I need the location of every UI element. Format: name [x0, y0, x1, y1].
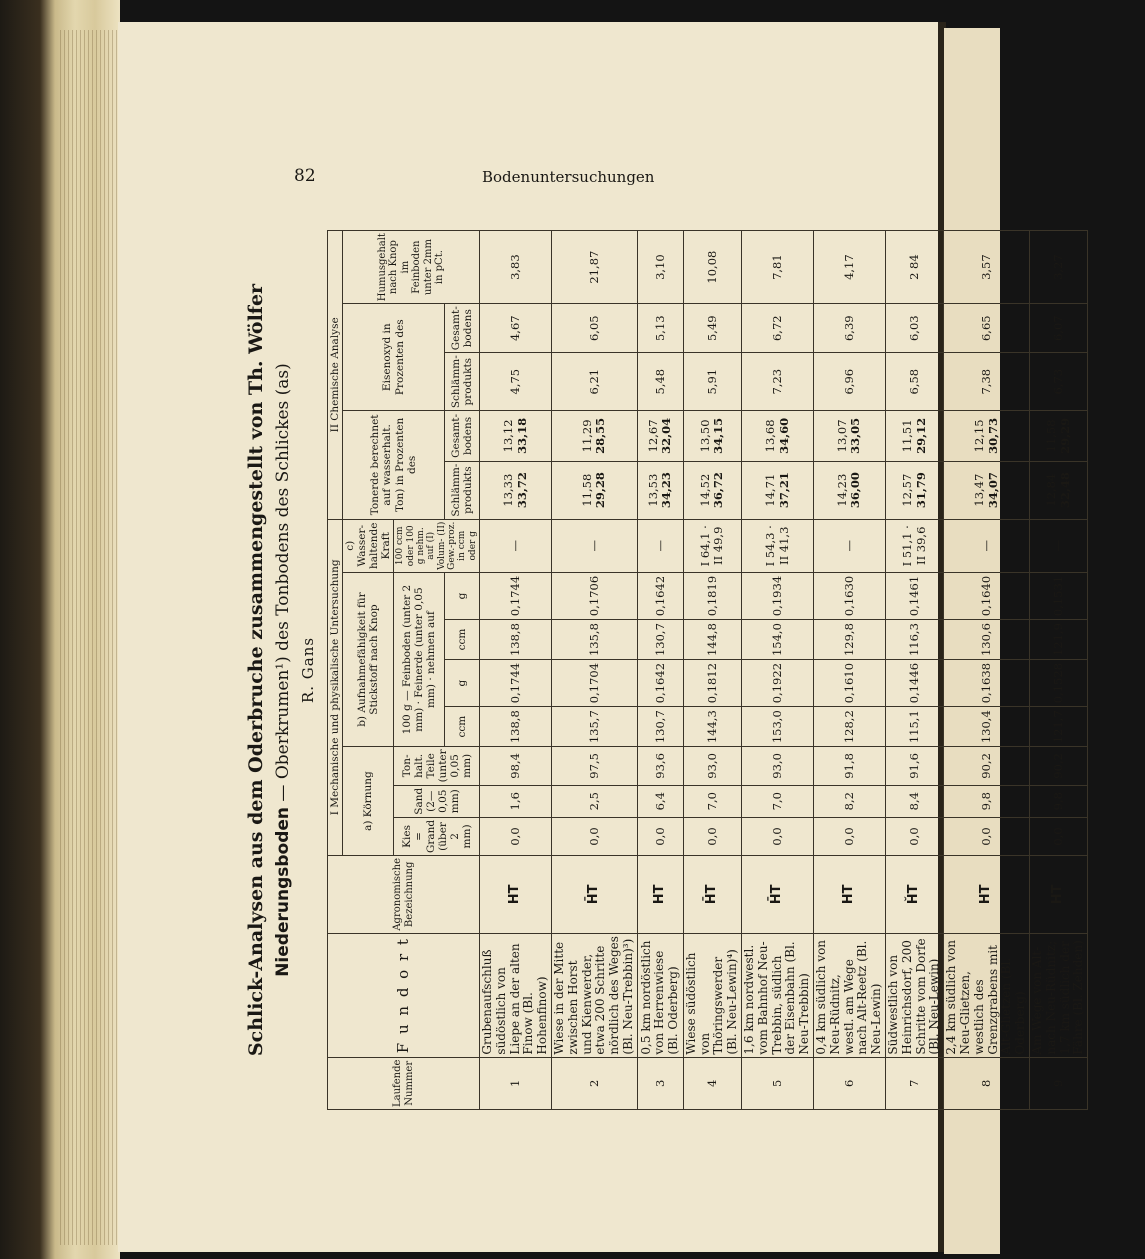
cell-fundort: Wiese südöstlich von Thöringswerder (Bl. Neu-Lewin)⁴): [683, 933, 741, 1057]
col-fundort: F u n d o r t: [328, 933, 480, 1057]
cell-tonerde-value: 13,68: [763, 419, 778, 453]
cell-eis-g: 6,72: [742, 304, 814, 353]
cell-humus: 3,83: [480, 231, 552, 304]
table-row: [552, 231, 638, 1110]
group-mech: I Mechanische und physikalische Untersuchung: [328, 519, 343, 855]
cell-tonerde-value: 12,67: [646, 419, 661, 453]
col-kies: Kies = Grand (über 2 mm): [394, 817, 480, 855]
cell-wasser: I 64,1 · II 49,9: [683, 519, 741, 572]
cell-fe-ccm: 138,8: [480, 620, 552, 660]
hdr-nehmen: nehmen auf: [425, 611, 438, 674]
cell-eis-g: 6,65: [944, 304, 1030, 353]
cell-sand: 7,0: [742, 785, 814, 817]
cell-eis-s: 7,23: [742, 353, 814, 411]
cell-kies: 0,0: [742, 817, 814, 855]
cell-wasser: —: [552, 519, 638, 572]
table-row: [480, 231, 552, 1110]
hdr-100g: 100 g — Feinboden (unter 2 mm) · Feinerde (unter 0,05 mm) · nehmen auf: [394, 572, 445, 746]
cell-tonerde: [683, 411, 741, 462]
table-row: [637, 231, 683, 1110]
cell-bez: HT: [1029, 856, 1087, 934]
cell-eis-s: 6,73: [1029, 353, 1087, 411]
cell-tonerde: [885, 411, 943, 462]
cell-sand: 9,8: [944, 785, 1030, 817]
col-ton-gesamt: Gesamt-bodens: [444, 411, 479, 462]
col-humus: Humusgehalt nach Knop im Feinboden unter 2mm in pCt.: [343, 231, 480, 304]
cell-tonerde: [944, 461, 1030, 519]
cell-tonerde-value: 11,29: [580, 419, 595, 453]
cell-ton-value: 37,21: [776, 472, 791, 509]
cell-fe-g: 0,1640: [944, 572, 1030, 619]
cell-eis-g: 5,49: [683, 304, 741, 353]
cell-wasser: —: [814, 519, 886, 572]
rotated-table-block: [245, 230, 1145, 1110]
cell-fe-g: 0,1934: [742, 572, 814, 619]
cell-tonerde-value: 13,33: [501, 473, 516, 507]
cell-tonerde-value: 14,52: [698, 473, 713, 507]
cell-tonerde: [552, 461, 638, 519]
cell-ton: 93,6: [637, 747, 683, 785]
col-tonerde: Tonerde berechnet auf wasserhalt. Ton) in Prozenten des: [343, 411, 445, 519]
cell-fb-g: 0,1812: [683, 660, 741, 707]
cell-tonerde-value: 12,84: [1044, 473, 1059, 507]
cell-fundort: Grubenaufschluß südöstlich von Liepe an der alten Finow (Bl. Hohenfinow): [480, 933, 552, 1057]
cell-humus: 3,27: [1029, 231, 1087, 304]
cell-ton: 91,6: [885, 747, 943, 785]
cell-humus: 3,57: [944, 231, 1030, 304]
cell-kies: 0,0: [814, 817, 886, 855]
book-page-edges: [0, 0, 120, 1259]
cell-fb-g: 0,1642: [637, 660, 683, 707]
cell-humus: 21,87: [552, 231, 638, 304]
cell-nr: 7: [885, 1057, 943, 1109]
col-eisen: Eisenoxyd in Prozenten des: [343, 304, 445, 411]
running-title: Bodenuntersuchungen: [482, 168, 655, 186]
cell-kies: 0,0: [1029, 817, 1087, 855]
cell-ton: 93,0: [683, 747, 741, 785]
cell-humus: 3,10: [637, 231, 683, 304]
hdr-feinerde: Feinerde (unter 0,05 mm): [413, 587, 438, 709]
cell-bez: ȞT: [885, 856, 943, 934]
col-wasser: c) Wasser-haltende Kraft: [343, 519, 394, 572]
col-eis-schlamm: Schlämm-produkts: [444, 353, 479, 411]
cell-tonerde-value: 13,12: [501, 419, 516, 453]
page-edge-lines: [60, 30, 118, 1245]
table-row: [1029, 231, 1087, 1110]
col-ton: Ton-halt. Teile (unter 0,05 mm): [394, 747, 480, 785]
cell-tonerde: [814, 411, 886, 462]
col-fb-g: g: [444, 660, 479, 707]
table-subtitle: [273, 230, 293, 1110]
cell-eis-s: 6,96: [814, 353, 886, 411]
cell-sand: 8,4: [885, 785, 943, 817]
cell-fb-ccm: 153,0: [742, 707, 814, 747]
page-number: 82: [294, 166, 316, 186]
cell-nr: 9: [1029, 1057, 1087, 1109]
cell-eis-s: 5,48: [637, 353, 683, 411]
cell-tonerde: [742, 461, 814, 519]
cell-wasser: —: [480, 519, 552, 572]
cell-ton-value: 33,18: [514, 417, 529, 454]
cell-fb-ccm: 138,8: [480, 707, 552, 747]
table-title: Schlick-Analysen aus dem Oderbruche zusammengestellt von Th. Wölfer: [245, 283, 267, 1057]
col-bezeichnung: Agronomische Bezeichnung: [328, 856, 480, 934]
cell-wasser: —: [944, 519, 1030, 572]
cell-tonerde-value: 11,58: [1044, 419, 1059, 453]
cell-eis-g: 5,13: [637, 304, 683, 353]
col-koernung: a) Körnung: [343, 747, 394, 856]
cell-fe-ccm: 116,3: [885, 620, 943, 660]
group-chem: II Chemische Analyse: [328, 231, 343, 520]
col-nr: Laufende Nummer: [328, 1057, 480, 1109]
cell-bez: H̄T: [742, 856, 814, 934]
cell-eis-s: 4,75: [480, 353, 552, 411]
col-eis-gesamt: Gesamt-bodens: [444, 304, 479, 353]
cell-fb-g: 0,1610: [814, 660, 886, 707]
cell-ton-value: 34,23: [659, 472, 674, 509]
cell-eis-g: 4,67: [480, 304, 552, 353]
hdr-100g-text: 100 g: [401, 704, 414, 735]
cell-fe-ccm: 144,8: [683, 620, 741, 660]
cell-tonerde: [1029, 411, 1087, 462]
cell-tonerde-value: 13,47: [972, 473, 987, 507]
cell-wasser: I 51,1 · II 39,6: [885, 519, 943, 572]
cell-nr: 4: [683, 1057, 741, 1109]
cell-ton: 90,2: [944, 747, 1030, 785]
cell-fb-g: 0,1744: [480, 660, 552, 707]
cell-tonerde: [885, 461, 943, 519]
cell-ton: 90,2: [1029, 747, 1087, 785]
col-fb-ccm: ccm: [444, 707, 479, 747]
cell-tonerde: [742, 411, 814, 462]
cell-kies: 0,0: [683, 817, 741, 855]
cell-eis-g: 6,07: [1029, 304, 1087, 353]
cell-ton: 98,4: [480, 747, 552, 785]
col-fe-ccm: ccm: [444, 620, 479, 660]
cell-fe-g: 0,1630: [814, 572, 886, 619]
cell-sand: 2,5: [552, 785, 638, 817]
cell-fb-ccm: 144,3: [683, 707, 741, 747]
cell-kies: 0,0: [480, 817, 552, 855]
col-fe-g: g: [444, 572, 479, 619]
cell-eis-g: 6,05: [552, 304, 638, 353]
cell-sand: 9,8: [1029, 785, 1087, 817]
cell-kies: 0,0: [885, 817, 943, 855]
cell-wasser: I 54,3 · II 41,3: [742, 519, 814, 572]
cell-ton-value: 34,60: [776, 417, 791, 454]
cell-fe-ccm: 135,8: [552, 620, 638, 660]
cell-humus: 4,17: [814, 231, 886, 304]
cell-ton: 93,0: [742, 747, 814, 785]
cell-ton-value: 34,15: [711, 417, 726, 454]
cell-fundort: 0,4 km südlich von Neu-Rüdnitz, westl. am Wege nach Alt-Reetz (Bl. Neu-Lewin): [814, 933, 886, 1057]
cell-fb-ccm: 115,1: [885, 707, 943, 747]
cell-tonerde-value: 12,15: [972, 419, 987, 453]
cell-fundort: 0,5 km nordöstlich von Herrenwiese (Bl. Oderberg): [637, 933, 683, 1057]
cell-kies: 0,0: [637, 817, 683, 855]
table-row: [944, 231, 1030, 1110]
cell-tonerde: [814, 461, 886, 519]
cell-fb-g: 0,1446: [885, 660, 943, 707]
cell-tonerde: [683, 461, 741, 519]
cell-fundort: 2,4 km südlich von Neu-Glietzen, westlich des Grenzgrabens mit Alt-Glietzen (Bl. Oderberg): [944, 933, 1030, 1057]
cell-ton-value: 31,79: [913, 472, 928, 509]
cell-fundort: Am Wege von Alt- nach Neu-Rüdnitz; 1,7 km südlich der Fähre (Bl. Zehden): [1029, 933, 1087, 1057]
cell-ton-value: 34,07: [985, 472, 1000, 509]
cell-fb-ccm: 121,7: [1029, 707, 1087, 747]
cell-ton-value: 30,73: [985, 417, 1000, 454]
cell-fe-ccm: 154,0: [742, 620, 814, 660]
cell-ton-value: 36,72: [711, 472, 726, 509]
cell-eis-g: 6,39: [814, 304, 886, 353]
cell-tonerde-value: 13,50: [698, 419, 713, 453]
cell-bez: H̄T: [683, 856, 741, 934]
cell-ton-value: 28,55: [593, 417, 608, 454]
cell-ton: 97,5: [552, 747, 638, 785]
col-sand: Sand (2— 0,05 mm): [394, 785, 480, 817]
cell-fe-g: 0,1706: [552, 572, 638, 619]
cell-tonerde-value: 11,58: [580, 473, 595, 507]
cell-nr: 3: [637, 1057, 683, 1109]
cell-ton-value: 33,05: [848, 417, 863, 454]
cell-nr: 5: [742, 1057, 814, 1109]
cell-sand: 6,4: [637, 785, 683, 817]
cell-ton-value: 29,28: [593, 472, 608, 509]
subtitle-bold: Niederungsboden: [273, 806, 293, 977]
cell-humus: 2 84: [885, 231, 943, 304]
cell-tonerde: [944, 411, 1030, 462]
cell-tonerde: [637, 411, 683, 462]
cell-fe-g: 0,1642: [637, 572, 683, 619]
cell-eis-g: 6,03: [885, 304, 943, 353]
cell-tonerde-value: 11,51: [900, 419, 915, 453]
table-author: R. Gans: [299, 636, 317, 704]
cell-fb-ccm: 130,4: [944, 707, 1030, 747]
cell-humus: 10,08: [683, 231, 741, 304]
cell-nr: 2: [552, 1057, 638, 1109]
cell-ton-value: 36,00: [848, 472, 863, 509]
cell-fe-g: 0,1531: [1029, 572, 1087, 619]
cell-sand: 8,2: [814, 785, 886, 817]
cell-tonerde: [1029, 461, 1087, 519]
cell-tonerde-value: 13,07: [835, 419, 850, 453]
cell-tonerde: [480, 411, 552, 462]
cell-fb-ccm: 135,7: [552, 707, 638, 747]
cell-bez: HT: [637, 856, 683, 934]
cell-nr: 1: [480, 1057, 552, 1109]
cell-eis-s: 6,21: [552, 353, 638, 411]
cell-nr: 8: [944, 1057, 1030, 1109]
cell-tonerde: [480, 461, 552, 519]
cell-nr: 6: [814, 1057, 886, 1109]
col-aufnahme: b) Aufnahmefähigkeit für Stickstoff nach Knop: [343, 572, 394, 746]
cell-bez: H̄T: [552, 856, 638, 934]
table-row: [742, 231, 814, 1110]
col-ton-schlamm: Schlämm-produkts: [444, 461, 479, 519]
cell-eis-s: 7,38: [944, 353, 1030, 411]
cell-wasser: —: [1029, 519, 1087, 572]
cell-kies: 0,0: [944, 817, 1030, 855]
cell-ton-value: 33,72: [514, 472, 529, 509]
cell-bez: HT: [480, 856, 552, 934]
cell-ton-value: 29,29: [1057, 417, 1072, 454]
cell-tonerde-value: 13,53: [646, 473, 661, 507]
cell-fe-g: 0,1819: [683, 572, 741, 619]
cell-tonerde-value: 14,23: [835, 473, 850, 507]
cell-sand: 1,6: [480, 785, 552, 817]
cell-fe-ccm: 121,9: [1029, 620, 1087, 660]
cell-ton-value: 29,12: [913, 417, 928, 454]
cell-tonerde-value: 14,71: [763, 473, 778, 507]
cell-eis-s: 5,91: [683, 353, 741, 411]
cell-humus: 7,81: [742, 231, 814, 304]
cell-ton-value: 32,04: [659, 417, 674, 454]
cell-fe-ccm: 129,8: [814, 620, 886, 660]
cell-bez: HT: [814, 856, 886, 934]
cell-fb-ccm: 128,2: [814, 707, 886, 747]
table-body: [480, 231, 1088, 1110]
hdr-feinboden: Feinboden (unter 2 mm): [401, 584, 426, 732]
cell-fe-ccm: 130,7: [637, 620, 683, 660]
cell-fe-ccm: 130,6: [944, 620, 1030, 660]
table-row: [683, 231, 741, 1110]
cell-fb-g: 0,1638: [944, 660, 1030, 707]
cell-ton-value: 32,48: [1057, 472, 1072, 509]
cell-fe-g: 0,1461: [885, 572, 943, 619]
cell-fb-g: 0,1528: [1029, 660, 1087, 707]
cell-fe-g: 0,1744: [480, 572, 552, 619]
col-wasser-desc: 100 ccm oder 100 g nehm. auf (I) Volum- (II) Gew.-proz. in ccm oder g: [394, 519, 480, 572]
cell-ton: 91,8: [814, 747, 886, 785]
cell-tonerde: [637, 461, 683, 519]
table-row: [814, 231, 886, 1110]
cell-fb-g: 0,1922: [742, 660, 814, 707]
cell-sand: 7,0: [683, 785, 741, 817]
cell-fundort: 1,6 km nordwestl. vom Bahnhof Neu-Trebbin, südlich der Eisenbahn (Bl. Neu-Trebbin): [742, 933, 814, 1057]
cell-tonerde: [552, 411, 638, 462]
subtitle-rest: — Oberkrumen¹) des Tonbodens des Schlickes (as): [273, 363, 293, 807]
cell-bez: HT: [944, 856, 1030, 934]
cell-tonerde-value: 12,57: [900, 473, 915, 507]
cell-fb-g: 0,1704: [552, 660, 638, 707]
cell-wasser: —: [637, 519, 683, 572]
cell-eis-s: 6,58: [885, 353, 943, 411]
table-row: [885, 231, 943, 1110]
analysis-table: [327, 230, 1088, 1110]
cell-fundort: Südwestlich von Heinrichsdorf, 200 Schritte vom Dorfe (Bl. Neu-Lewin): [885, 933, 943, 1057]
cell-fundort: Wiese in der Mitte zwischen Horst und Kienwerder, etwa 200 Schritte nördlich des Weges (Bl. Neu-Trebbin)³): [552, 933, 638, 1057]
cell-fb-ccm: 130,7: [637, 707, 683, 747]
cell-kies: 0,0: [552, 817, 638, 855]
